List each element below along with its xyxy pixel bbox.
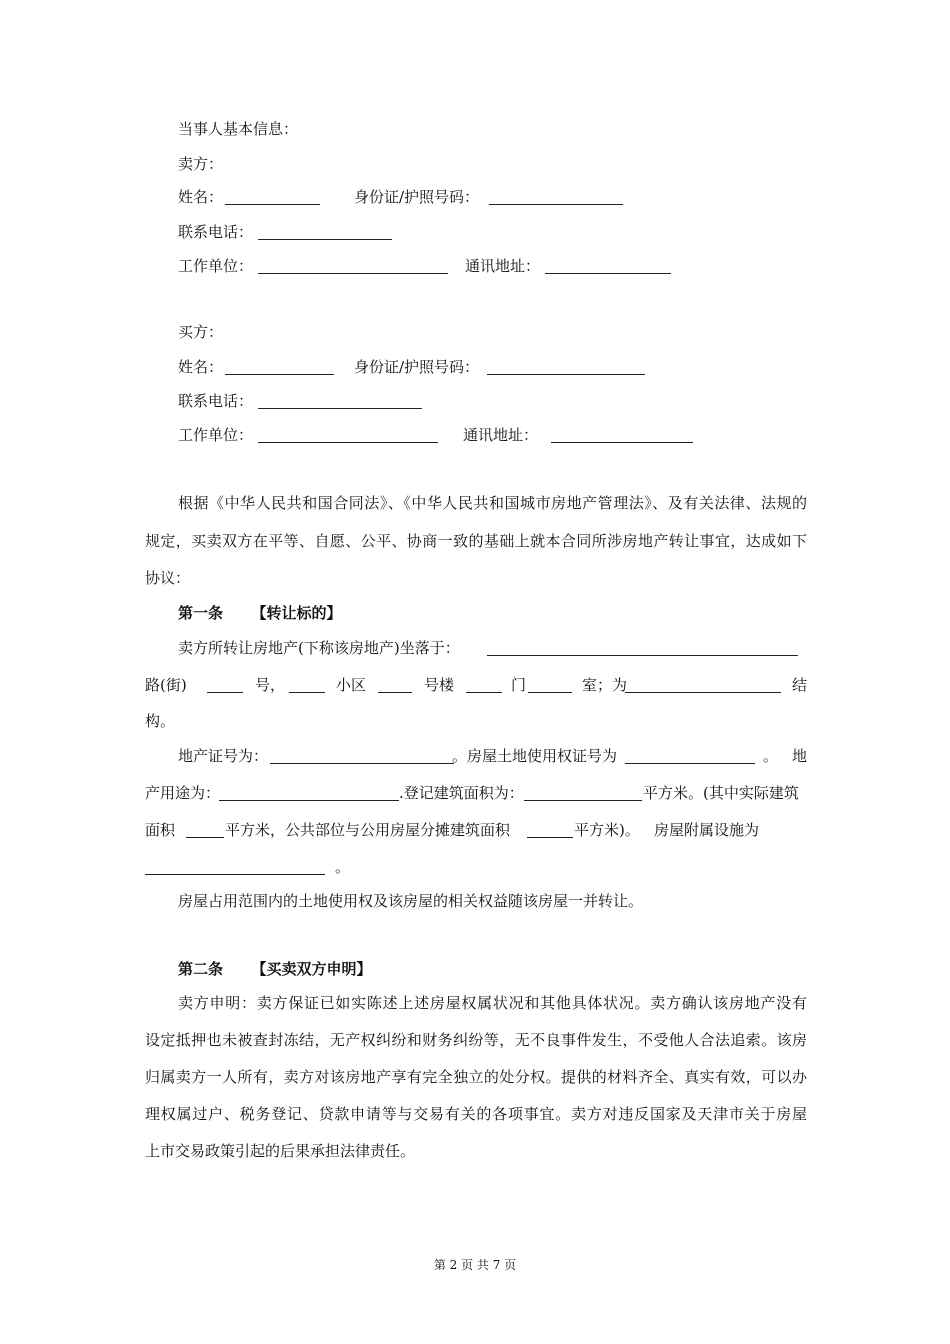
men-label: 门 xyxy=(511,676,527,694)
structure-field[interactable] xyxy=(625,678,781,693)
sqm-paren: 平方米。(其中实际建筑 xyxy=(643,784,799,802)
buyer-label: 买方： xyxy=(178,323,224,341)
building-field[interactable] xyxy=(378,678,412,693)
area-label: .登记建筑面积为： xyxy=(399,784,524,802)
article-2-line-1: 卖方申明：卖方保证已如实陈述上述房屋权属状况和其他具体状况。卖方确认该房地产没有 xyxy=(178,994,807,1012)
community-field[interactable] xyxy=(289,678,325,693)
buyer-id-label: 身份证/护照号码： xyxy=(354,358,480,376)
seller-id-label: 身份证/护照号码： xyxy=(354,188,480,206)
article-1-heading xyxy=(178,603,342,623)
seller-name-row xyxy=(178,187,223,207)
actual-area-label: 面积 xyxy=(145,821,176,839)
article-2-title: 【买卖双方申明】 xyxy=(251,960,372,978)
haolou-label: 号楼 xyxy=(424,676,455,694)
cert-field[interactable] xyxy=(270,749,454,764)
facilities-field[interactable] xyxy=(145,860,325,875)
seller-label: 卖方： xyxy=(178,155,224,173)
section-heading: 当事人基本信息： xyxy=(178,120,299,138)
road-number-field[interactable] xyxy=(207,678,243,693)
seller-work-label: 工作单位： xyxy=(178,257,254,275)
shared-area-label: 平方米，公共部位与公用房屋分摊建筑面积 xyxy=(225,821,511,839)
gou-label: 构。 xyxy=(145,712,176,730)
use-label: 产用途为： xyxy=(145,784,221,802)
room-field[interactable] xyxy=(528,678,572,693)
hao-label: 号， xyxy=(255,676,286,694)
seller-phone-field[interactable] xyxy=(258,225,392,240)
cert-label: 地产证号为： xyxy=(178,747,269,765)
seller-work-field[interactable] xyxy=(258,259,448,274)
shared-area-field[interactable] xyxy=(527,823,573,838)
facilities-label: 房屋附属设施为 xyxy=(654,821,760,839)
buyer-work-field[interactable] xyxy=(258,428,438,443)
seller-name-field[interactable] xyxy=(225,190,320,205)
article-2-number: 第二条 xyxy=(178,960,224,978)
seller-id-field[interactable] xyxy=(489,190,623,205)
article-2-line-5: 上市交易政策引起的后果承担法律责任。 xyxy=(145,1142,416,1160)
jie-label: 结 xyxy=(792,676,808,694)
seller-address-label: 通讯地址： xyxy=(465,257,541,275)
seller-address-field[interactable] xyxy=(545,259,671,274)
buyer-work-label: 工作单位： xyxy=(178,426,254,444)
preamble-line-3: 协议： xyxy=(145,569,191,587)
buyer-name-label: 姓名： xyxy=(178,358,224,376)
article-2-heading xyxy=(178,959,372,979)
preamble-line-1: 根据《中华人民共和国合同法》、《中华人民共和国城市房地产管理法》、及有关法律、法规的 xyxy=(178,494,807,512)
page-number: 第 2 页 共 7 页 xyxy=(433,1258,517,1272)
article-1-title: 【转让标的】 xyxy=(251,604,342,622)
buyer-address-field[interactable] xyxy=(551,428,693,443)
article-2-line-3: 归属卖方一人所有，卖方对该房地产享有完全独立的处分权。提供的材料齐全、真实有效，可以办 xyxy=(145,1068,807,1086)
xiaoqu-label: 小区 xyxy=(336,676,367,694)
buyer-address-label: 通讯地址： xyxy=(463,426,539,444)
located-field[interactable] xyxy=(487,641,798,656)
buyer-phone-field[interactable] xyxy=(258,394,422,409)
di-label: 地 xyxy=(792,747,808,765)
cert-period: 。 xyxy=(763,747,779,765)
seller-name-label: 姓名： xyxy=(178,188,224,206)
buyer-id-field[interactable] xyxy=(487,360,645,375)
use-field[interactable] xyxy=(219,786,399,801)
seller-phone-label: 联系电话： xyxy=(178,223,254,241)
unit-field[interactable] xyxy=(466,678,502,693)
buyer-name-field[interactable] xyxy=(225,360,334,375)
sqm-close: 平方米)。 xyxy=(574,821,640,839)
land-rights-text: 房屋占用范围内的土地使用权及该房屋的相关权益随该房屋一并转让。 xyxy=(178,892,644,910)
article-1-number: 第一条 xyxy=(178,604,224,622)
located-text: 卖方所转让房地产(下称该房地产)坐落于： xyxy=(178,639,460,657)
preamble-line-2: 规定，买卖双方在平等、自愿、公平、协商一致的基础上就本合同所涉房地产转让事宜，达成如下 xyxy=(145,532,807,550)
road-label: 路(街) xyxy=(145,676,187,694)
land-cert-label: 。房屋土地使用权证号为 xyxy=(452,747,618,765)
area-field[interactable] xyxy=(524,786,642,801)
article-2-line-4: 理权属过户、税务登记、贷款申请等与交易有关的各项事宜。卖方对违反国家及天津市关于房屋 xyxy=(145,1105,807,1123)
facilities-period: 。 xyxy=(335,858,351,876)
buyer-phone-label: 联系电话： xyxy=(178,392,254,410)
article-2-line-2: 设定抵押也未被查封冻结，无产权纠纷和财务纠纷等，无不良事件发生，不受他人合法追索。该房 xyxy=(145,1031,807,1049)
land-cert-field[interactable] xyxy=(625,749,755,764)
shi-label: 室；为 xyxy=(582,676,628,694)
actual-area-field[interactable] xyxy=(186,823,224,838)
